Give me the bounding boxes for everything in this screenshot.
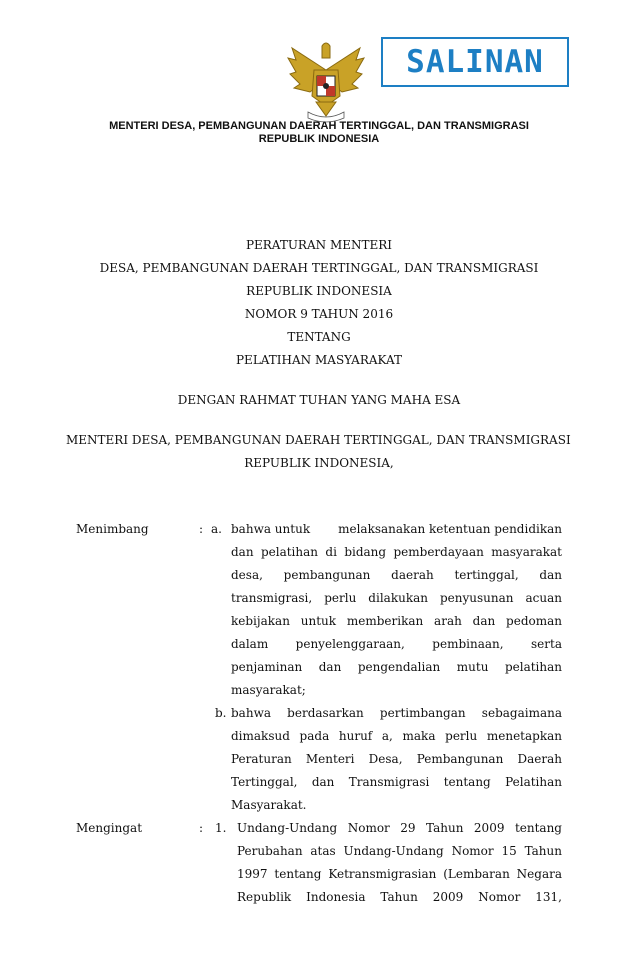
menimbang-a-line-4	[231, 591, 562, 605]
text-segment: penyelenggaraan,	[295, 637, 405, 651]
text-segment: daerah	[391, 568, 434, 582]
mengingat-1-line-4	[237, 890, 562, 904]
ministry-header-line2: REPUBLIK INDONESIA	[258, 133, 380, 145]
menimbang-colon: :	[199, 522, 204, 536]
menimbang-b-line-4	[231, 775, 562, 789]
menimbang-a-marker: a.	[211, 522, 222, 536]
text-segment: dan	[539, 568, 562, 582]
title-line-2: DESA, PEMBANGUNAN DAERAH TERTINGGAL, DAN TRANSMIGRASI	[99, 261, 539, 275]
salinan-stamp: SALINAN	[381, 37, 569, 87]
mengingat-1-marker: 1.	[215, 821, 227, 835]
garuda-pancasila-icon	[284, 40, 368, 124]
mengingat-1-line-1	[237, 821, 562, 835]
invocation: DENGAN RAHMAT TUHAN YANG MAHA ESA	[177, 393, 461, 407]
ministry-header-line1: MENTERI DESA, PEMBANGUNAN DAERAH TERTINGGAL, DAN TRANSMIGRASI	[109, 120, 529, 132]
text-segment: serta	[531, 637, 562, 651]
menimbang-a-line-5	[231, 614, 562, 628]
text-segment: Peraturan Menteri Desa, Pembangunan Daerah	[231, 752, 562, 766]
menimbang-label: Menimbang	[76, 522, 149, 536]
text-segment: pembangunan	[283, 568, 371, 582]
text-segment: bahwa berdasarkan pertimbangan sebagaimana	[231, 706, 562, 720]
title-line-3: REPUBLIK INDONESIA	[246, 284, 392, 298]
text-segment: dalam	[231, 637, 269, 651]
text-segment: 1997 tentang Ketransmigrasian (Lembaran Negara	[237, 867, 562, 881]
text-segment: dimaksud pada huruf a, maka perlu menetapkan	[231, 729, 562, 743]
mengingat-colon: :	[199, 821, 204, 835]
menimbang-a-line-7	[231, 660, 562, 674]
mengingat-1-line-2	[237, 844, 562, 858]
emblem-tail	[316, 102, 336, 116]
text-segment: bahwa untuk	[231, 522, 311, 536]
text-segment: tertinggal,	[454, 568, 519, 582]
title-line-5: TENTANG	[287, 330, 351, 344]
title-line-6: PELATIHAN MASYARAKAT	[235, 353, 403, 367]
text-segment: pembinaan,	[432, 637, 504, 651]
title-line-1: PERATURAN MENTERI	[245, 238, 393, 252]
menimbang-b-line-3	[231, 752, 562, 766]
menimbang-b-line-1	[231, 706, 562, 720]
menimbang-b-line-2	[231, 729, 562, 743]
title-line-4: NOMOR 9 TAHUN 2016	[244, 307, 394, 321]
menimbang-a-line-8: masyarakat;	[231, 683, 306, 697]
text-segment: desa,	[231, 568, 263, 582]
text-segment: Tertinggal, dan Transmigrasi tentang Pelatihan	[231, 775, 562, 789]
mengingat-label: Mengingat	[76, 821, 143, 835]
menimbang-a-line-6	[231, 637, 562, 651]
text-segment: penjaminan dan pengendalian mutu pelatihan	[231, 660, 562, 674]
issuer-line1: MENTERI DESA, PEMBANGUNAN DAERAH TERTINGGAL, DAN TRANSMIGRASI	[66, 433, 571, 447]
mengingat-1-line-3	[237, 867, 562, 881]
text-segment: Republik Indonesia Tahun 2009 Nomor 131,	[237, 890, 562, 904]
issuer-line2: REPUBLIK INDONESIA,	[244, 456, 394, 470]
menimbang-a-line-3	[231, 568, 562, 582]
emblem-head	[322, 43, 330, 58]
menimbang-b-line-5: Masyarakat.	[231, 798, 307, 812]
menimbang-b-marker: b.	[215, 706, 227, 720]
menimbang-a-line-2	[231, 545, 562, 559]
text-segment: melaksanakan ketentuan pendidikan	[338, 522, 562, 536]
text-segment: transmigrasi, perlu dilakukan penyusunan acuan	[231, 591, 562, 605]
text-segment: dan pelatihan di bidang pemberdayaan masyarakat	[231, 545, 562, 559]
menimbang-a-line-1	[231, 522, 562, 536]
text-segment: Undang-Undang Nomor 29 Tahun 2009 tentang	[237, 821, 562, 835]
text-segment: Perubahan atas Undang-Undang Nomor 15 Tahun	[237, 844, 562, 858]
text-segment: kebijakan untuk memberikan arah dan pedoman	[231, 614, 562, 628]
